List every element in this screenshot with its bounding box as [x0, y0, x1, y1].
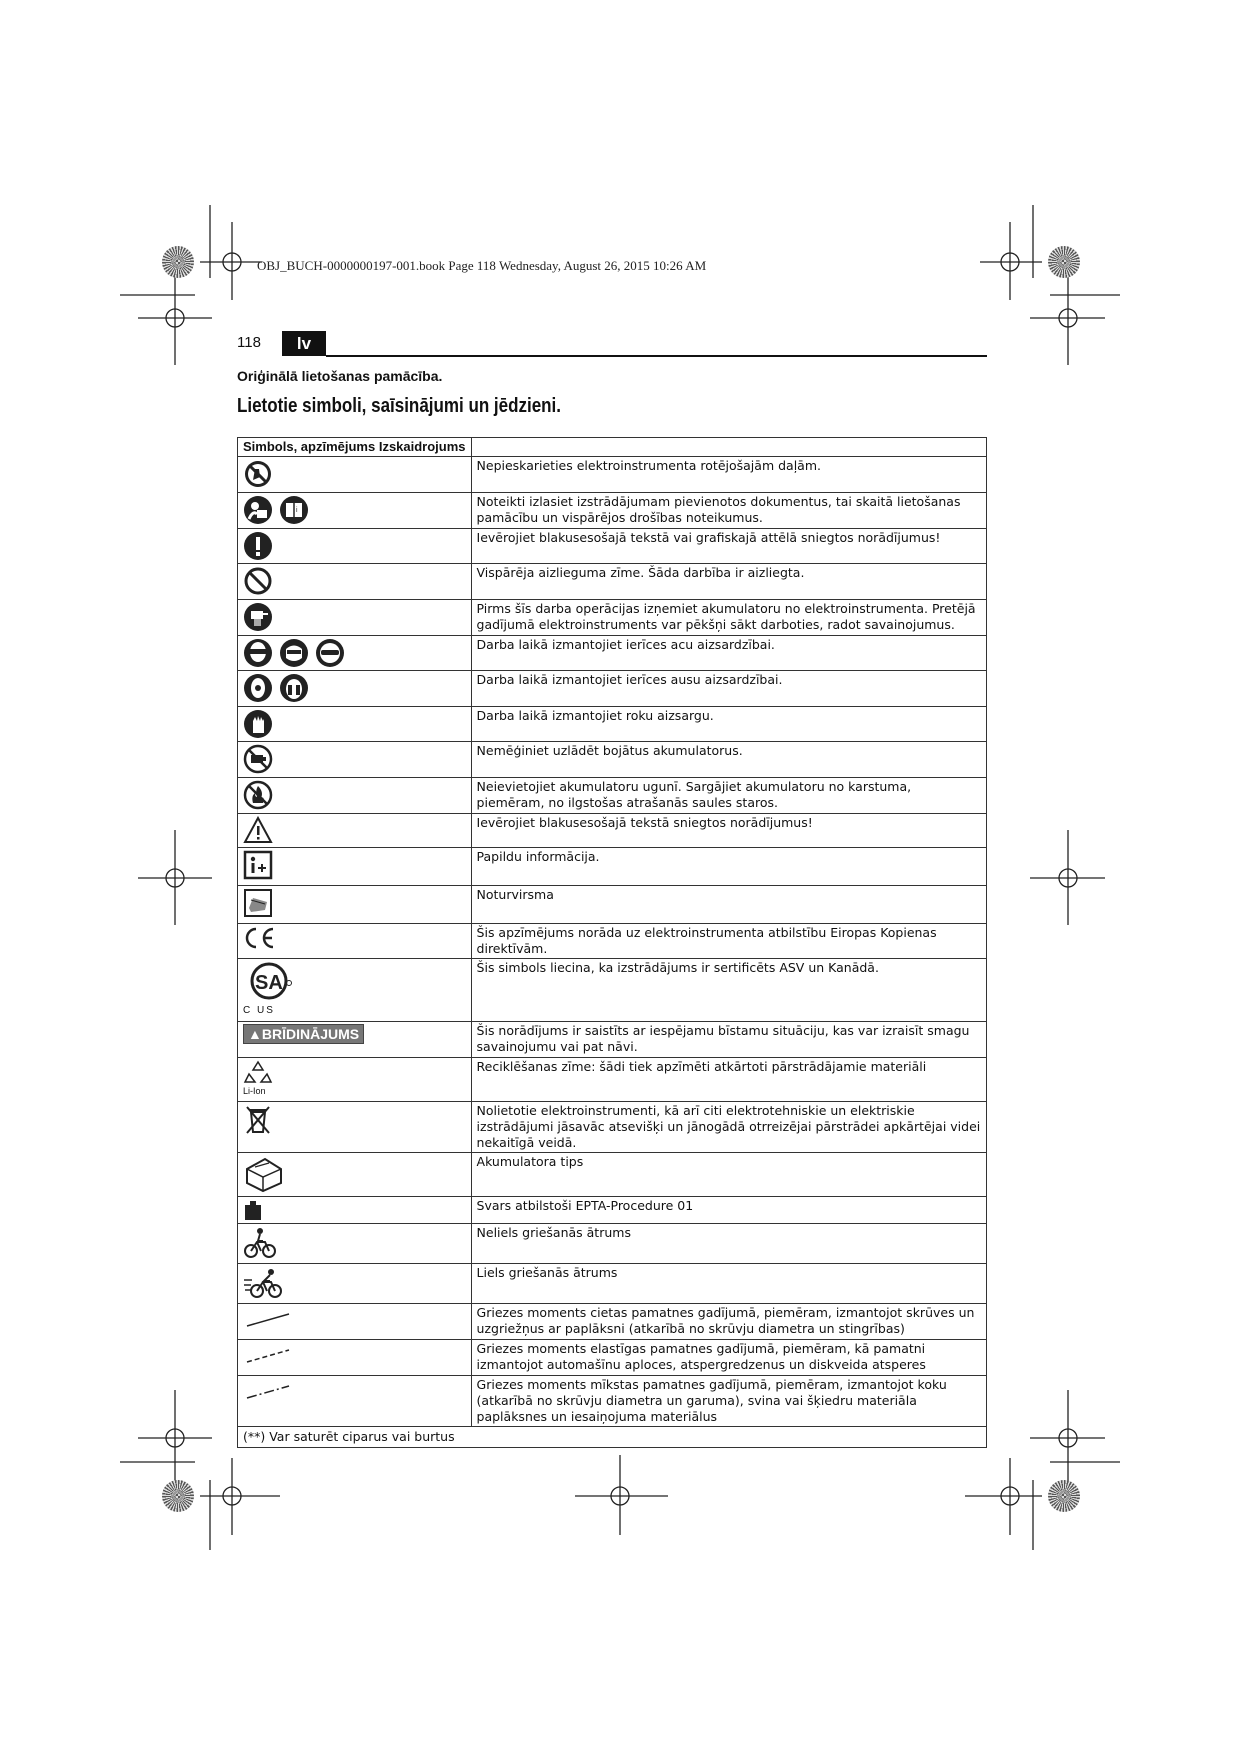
table-row-text: Papildu informācija. — [471, 848, 986, 886]
dash-dot-line-icon — [243, 1378, 293, 1402]
ear-muff-icon — [279, 673, 309, 703]
table-row — [238, 814, 987, 848]
warning-triangle-small-icon: ▲ — [248, 1026, 262, 1042]
table-row-text: Griezes moments mīkstas pamatnes gadījumā, piemēram, izmantojot koku (atkarībā no skrūvju diametra un garuma), svina vai šķiedru materiāla paplāksnes un iesaiņojuma materiālus — [471, 1376, 986, 1427]
table-row — [238, 924, 987, 959]
table-row — [238, 959, 987, 1022]
face-shield-icon — [279, 638, 309, 668]
registration-sunburst-bottom-right — [1048, 1480, 1080, 1512]
csa-country-label: C US — [243, 1005, 275, 1016]
grip-surface-icon — [243, 888, 273, 918]
language-tab: lv — [282, 331, 326, 356]
hand-protection-icon — [243, 709, 273, 739]
table-row-text: Šis apzīmējums norāda uz elektroinstrumenta atbilstību Eiropas Kopienas direktīvām. — [471, 924, 986, 959]
table-row-text: Noturvirsma — [471, 886, 986, 924]
table-row-text: Šis simbols liecina, ka izstrādājums ir sertificēts ASV un Kanādā. — [471, 959, 986, 1022]
manual-book-icon — [279, 495, 309, 525]
table-row — [238, 707, 987, 742]
table-row-text: Darba laikā izmantojiet ierīces acu aizsardzībai. — [471, 636, 986, 671]
table-row — [238, 457, 987, 493]
table-row — [238, 1264, 987, 1304]
battery-pack-icon — [243, 1155, 285, 1193]
csa-mark-icon — [243, 961, 299, 1007]
slow-bicycle-icon — [243, 1226, 277, 1260]
solid-line-icon — [243, 1306, 293, 1330]
print-header-line: OBJ_BUCH-0000000197-001.book Page 118 Wednesday, August 26, 2015 10:26 AM — [257, 258, 707, 273]
registration-sunburst-bottom-left — [162, 1480, 194, 1512]
table-row-text: Ievērojiet blakusesošajā tekstā sniegtos norādījumus! — [471, 814, 986, 848]
goggles-icon — [315, 638, 345, 668]
table-row-text: Nolietotie elektroinstrumenti, kā arī citi elektrotehniskie un elektriskie izstrādājumi jāsavāc atsevišķi un jānogādā otrreizējai pārstrādei apkārtējai videi nekaitīgā veidā. — [471, 1102, 986, 1153]
table-row-text: Neliels griešanās ātrums — [471, 1224, 986, 1264]
ear-plug-icon — [243, 673, 273, 703]
weee-bin-icon — [243, 1104, 273, 1136]
table-row-text: Darba laikā izmantojiet ierīces ausu aizsardzībai. — [471, 671, 986, 707]
table-row — [238, 1224, 987, 1264]
document-subtitle: Oriģinālā lietošanas pamācība. — [237, 368, 443, 384]
table-row — [238, 1022, 987, 1058]
header-col-explanation — [471, 438, 986, 457]
table-row — [238, 848, 987, 886]
warning-label-text: BRĪDINĀJUMS — [261, 1026, 360, 1042]
table-row-text: Šis norādījums ir saistīts ar iespējamu bīstamu situāciju, kas var izraisīt smagu savainojumu vai pat nāvi. — [471, 1022, 986, 1058]
section-title: Lietotie simboli, saīsinājumi un jēdzieni. — [237, 395, 562, 417]
table-row — [238, 493, 987, 529]
registration-sunburst-top-right — [1048, 246, 1080, 278]
symbols-table — [237, 437, 987, 1448]
table-row-text: Griezes moments elastīgas pamatnes gadījumā, piemēram, kā pamatni izmantojot automašīnu aploces, atspergredzenus un diskveida atsperes — [471, 1340, 986, 1376]
table-row — [238, 529, 987, 564]
page-number: 118 — [237, 334, 261, 351]
ce-mark-icon — [243, 926, 277, 950]
table-row-text: Liels griešanās ātrums — [471, 1264, 986, 1304]
header-col-explanation-inline: Izskaidrojums — [378, 439, 466, 454]
dashed-line-icon — [243, 1342, 293, 1366]
recycling-material-label: Li-Ion — [243, 1086, 266, 1096]
table-row — [238, 1340, 987, 1376]
info-icon — [243, 850, 273, 880]
no-fire-battery-icon — [243, 780, 273, 810]
table-row — [238, 1197, 987, 1224]
no-touch-rotating-icon — [243, 459, 273, 489]
header-rule — [326, 355, 987, 357]
table-row-text: Nemēģiniet uzlādēt bojātus akumulatorus. — [471, 742, 986, 778]
header-col-symbol: Simbols, apzīmējums — [243, 439, 376, 454]
table-row — [238, 1102, 987, 1153]
table-row — [238, 1376, 987, 1427]
no-charge-damaged-battery-icon — [243, 744, 273, 774]
table-row-text: Pirms šīs darba operācijas izņemiet akumulatoru no elektroinstrumenta. Pretējā gadījumā elektroinstruments var pēkšņi sākt darboties, radot savainojumus. — [471, 600, 986, 636]
table-row-text: Nepieskarieties elektroinstrumenta rotējošajām daļām. — [471, 457, 986, 493]
table-row-text: Noteikti izlasiet izstrādājumam pievienotos dokumentus, tai skaitā lietošanas pamācību un vispārējos drošības noteikumus. — [471, 493, 986, 529]
table-row-text: Vispārēja aizlieguma zīme. Šāda darbība ir aizliegta. — [471, 564, 986, 600]
table-row — [238, 1304, 987, 1340]
svg-text:SA: SA — [255, 972, 283, 994]
weight-icon — [243, 1199, 263, 1221]
warning-label-icon — [243, 1024, 364, 1044]
table-row — [238, 886, 987, 924]
table-row-text: Reciklēšanas zīme: šādi tiek apzīmēti atkārtoti pārstrādājamie materiāli — [471, 1058, 986, 1102]
table-row — [238, 564, 987, 600]
table-row-text: Svars atbilstoši EPTA-Procedure 01 — [471, 1197, 986, 1224]
table-row-text: Neievietojiet akumulatoru ugunī. Sargājiet akumulatoru no karstuma, piemēram, no ilgstošas atrašanās saules staros. — [471, 778, 986, 814]
svg-text:i: i — [295, 507, 298, 514]
table-row-text: Ievērojiet blakusesošajā tekstā vai grafiskajā attēlā sniegtos norādījumus! — [471, 529, 986, 564]
prohibition-icon — [243, 566, 273, 596]
table-row — [238, 1058, 987, 1102]
fast-bicycle-icon — [243, 1266, 283, 1300]
table-row — [238, 778, 987, 814]
table-row-text: Darba laikā izmantojiet roku aizsargu. — [471, 707, 986, 742]
remove-battery-icon — [243, 602, 273, 632]
registration-sunburst-top-left — [162, 246, 194, 278]
table-row-text: Akumulatora tips — [471, 1153, 986, 1197]
table-header-row — [238, 438, 987, 457]
table-footnote: (**) Var saturēt ciparus vai burtus — [238, 1427, 987, 1448]
table-row — [238, 671, 987, 707]
table-row — [238, 1153, 987, 1197]
mandatory-attention-icon — [243, 531, 273, 561]
table-row — [238, 742, 987, 778]
table-row-text: Griezes moments cietas pamatnes gadījumā, piemēram, izmantojot skrūves un uzgriežņus ar paplāksni (atkarībā no skrūvju diametra un stingrības) — [471, 1304, 986, 1340]
read-documents-icon — [243, 495, 273, 525]
warning-triangle-icon — [243, 816, 273, 844]
eye-protection-icon — [243, 638, 273, 668]
table-row — [238, 636, 987, 671]
table-footnote-row — [238, 1427, 987, 1448]
table-row — [238, 600, 987, 636]
